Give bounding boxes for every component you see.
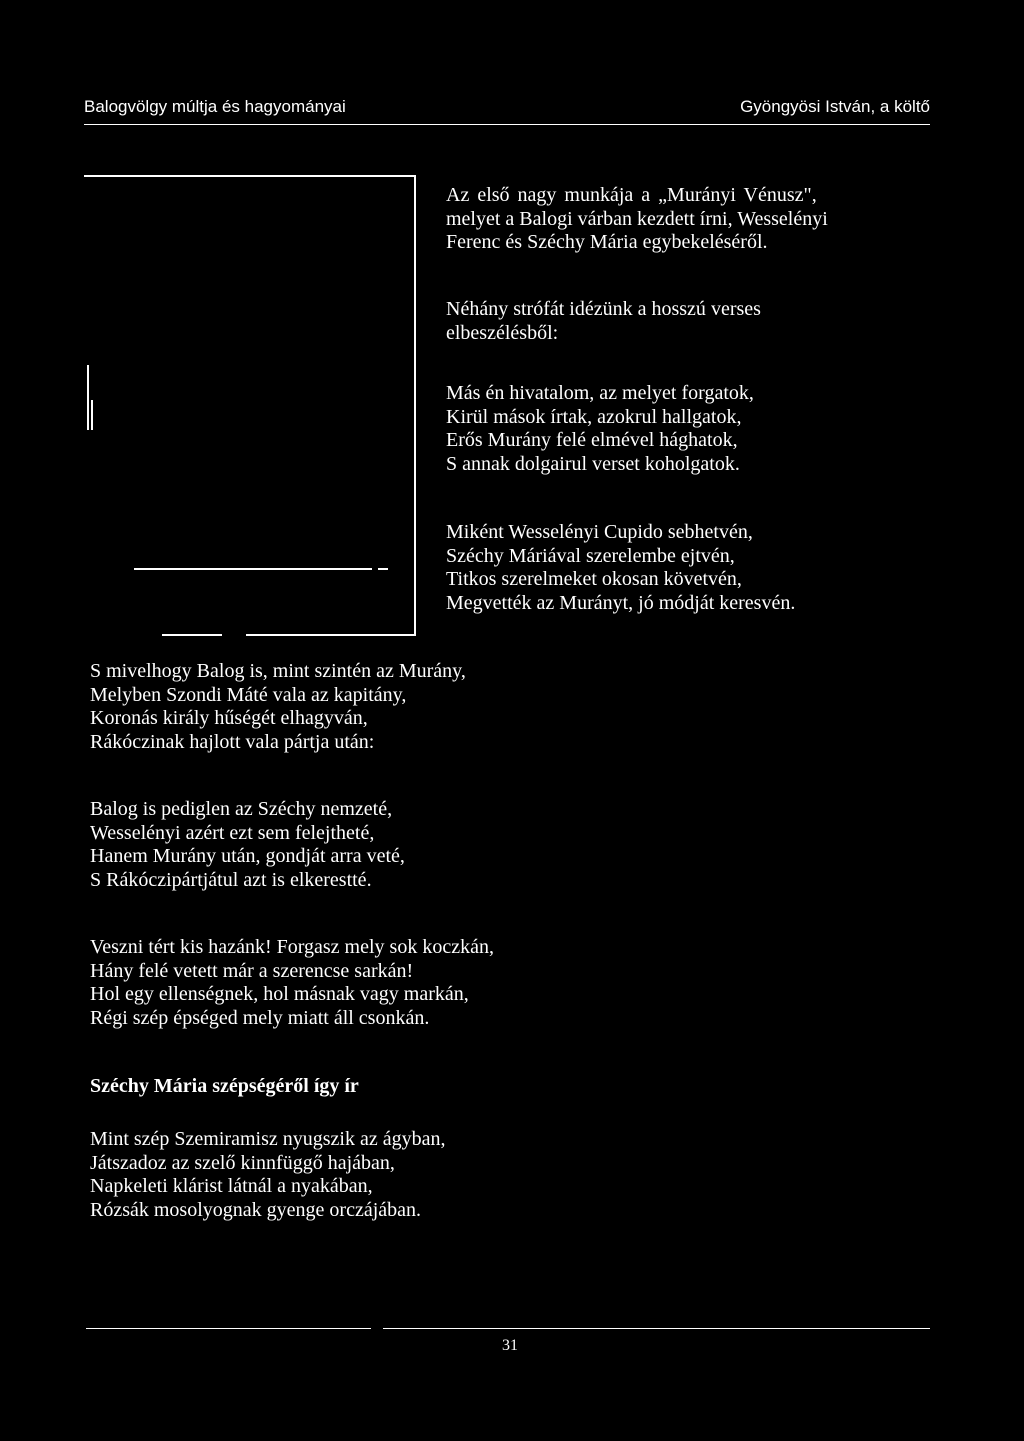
header-rule bbox=[84, 124, 930, 125]
verse-line: Hány felé vetett már a szerencse sarkán! bbox=[90, 959, 414, 982]
verse-line: Más én hivatalom, az melyet forgatok, bbox=[446, 382, 754, 404]
header-chapter-title: Gyöngyösi István, a költő bbox=[740, 97, 930, 116]
poem-stanza bbox=[90, 660, 466, 754]
word: verses bbox=[710, 298, 761, 320]
verse-line: Megvették az Murányt, jó módját keresvén. bbox=[446, 591, 796, 614]
verse-line: Széchy Máriával szerelembe ejtvén, bbox=[446, 544, 735, 567]
page-number: 31 bbox=[502, 1337, 518, 1354]
poem-stanza bbox=[446, 382, 754, 476]
frame-right-edge bbox=[414, 175, 416, 635]
verse-line: Rózsák mosolyognak gyenge orczájában. bbox=[90, 1198, 422, 1221]
text-line: melyet a Balogi várban kezdett írni, Wesselényi bbox=[446, 207, 828, 230]
frame-middle-rule-dash bbox=[378, 568, 388, 570]
verse-line: S annak dolgairul verset koholgatok. bbox=[446, 452, 740, 475]
poem-stanza bbox=[446, 521, 795, 615]
verse-line: Hanem Murány után, gondját arra veté, bbox=[90, 845, 405, 867]
frame-bottom-edge-right bbox=[246, 634, 416, 636]
quote-intro-paragraph bbox=[446, 298, 912, 345]
poem-stanza bbox=[90, 798, 405, 892]
word: idézünk bbox=[569, 298, 633, 320]
frame-left-mark-a bbox=[87, 365, 89, 430]
poem-stanza bbox=[90, 1128, 445, 1222]
verse-line: Játszadoz az szelő kinnfüggő hajában, bbox=[90, 1151, 395, 1174]
text-line: Az első nagy munkája a „Murányi Vénusz", bbox=[446, 184, 817, 206]
verse-line: Koronás király hűségét elhagyván, bbox=[90, 707, 368, 729]
word: Néhány bbox=[446, 298, 509, 320]
text-line: elbeszélésből: bbox=[446, 321, 559, 344]
word: a hosszú bbox=[637, 298, 706, 320]
verse-line: S Rákóczipártjátul azt is elkerestté. bbox=[90, 868, 372, 891]
verse-line: Miként Wesselényi Cupido sebhetvén, bbox=[446, 521, 753, 543]
verse-line: Mint szép Szemiramisz nyugszik az ágyban, bbox=[90, 1128, 446, 1150]
verse-line: Titkos szerelmeket okosan követvén, bbox=[446, 568, 742, 590]
frame-top-edge bbox=[84, 175, 416, 177]
verse-line: Hol egy ellenségnek, hol másnak vagy markán, bbox=[90, 983, 469, 1005]
frame-left-mark-b bbox=[91, 400, 93, 430]
header-book-title: Balogvölgy múltja és hagyományai bbox=[84, 97, 346, 116]
intro-paragraph bbox=[446, 184, 912, 255]
verse-line: Melyben Szondi Máté vala az kapitány, bbox=[90, 683, 407, 706]
verse-line: Rákóczinak hajlott vala pártja után: bbox=[90, 730, 375, 753]
frame-bottom-edge-left bbox=[162, 634, 222, 636]
justified-line bbox=[446, 298, 912, 322]
verse-line: Erős Murány felé elmével hághatok, bbox=[446, 429, 738, 451]
section-heading: Széchy Mária szépségéről így ír bbox=[90, 1075, 359, 1097]
poem-stanza bbox=[90, 936, 494, 1030]
frame-middle-rule bbox=[134, 568, 372, 570]
verse-line: Balog is pediglen az Széchy nemzeté, bbox=[90, 798, 393, 820]
verse-line: Napkeleti klárist látnál a nyakában, bbox=[90, 1175, 373, 1197]
verse-line: Wesselényi azért ezt sem felejtheté, bbox=[90, 821, 375, 844]
footer-rule-right bbox=[383, 1328, 930, 1329]
footer-rule-left bbox=[86, 1328, 371, 1329]
text-line: Ferenc és Széchy Mária egybekeléséről. bbox=[446, 231, 768, 253]
verse-line: Régi szép épséged mely miatt áll csonkán. bbox=[90, 1006, 430, 1029]
verse-line: S mivelhogy Balog is, mint szintén az Murány, bbox=[90, 660, 466, 682]
word: strófát bbox=[513, 298, 565, 320]
verse-line: Kirül mások írtak, azokrul hallgatok, bbox=[446, 405, 742, 428]
verse-line: Veszni tért kis hazánk! Forgasz mely sok koczkán, bbox=[90, 936, 494, 958]
running-header bbox=[84, 97, 930, 127]
